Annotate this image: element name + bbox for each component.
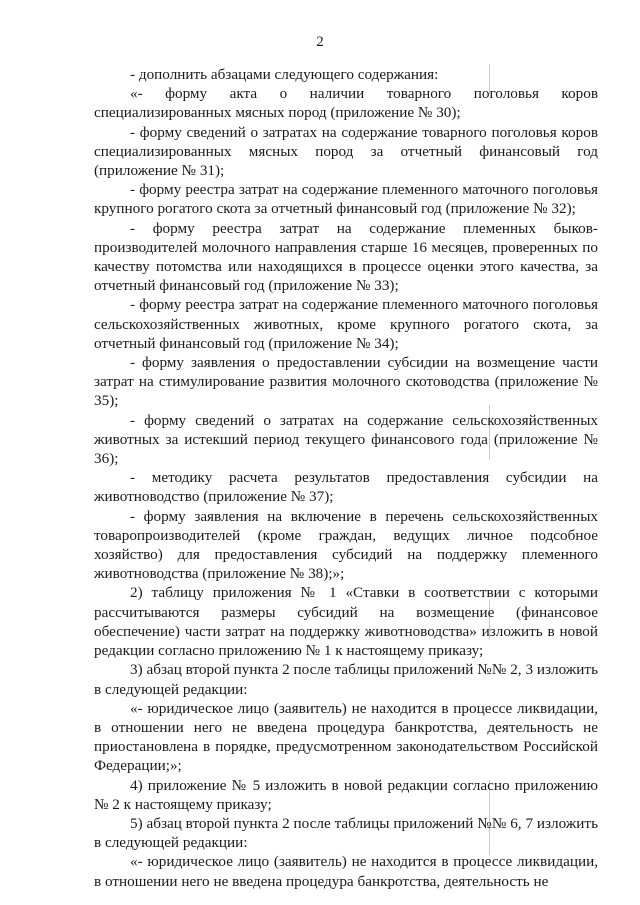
paragraph: - форму заявления о предоставлении субсидии на возмещение части затрат на стимулирование развития молочного скотоводства (приложение № 35); [94, 354, 598, 410]
paragraph: 3) абзац второй пункта 2 после таблицы приложений №№ 2, 3 изложить в следующей редакции: [94, 661, 598, 698]
paragraph: - форму сведений о затратах на содержание сельскохозяйственных животных за истекший период текущего финансового года (приложение № 36); [94, 411, 598, 468]
paragraph: 4) приложение № 5 изложить в новой редакции согласно приложению № 2 к настоящему приказу; [94, 776, 598, 813]
paragraph: - форму сведений о затратах на содержание товарного поголовья коров специализированных мясных пород за отчетный финансовый год (приложение № 31); [94, 123, 598, 180]
document-body [94, 65, 598, 891]
paragraph: - форму реестра затрат на содержание племенных быков-производителей молочного направления старше 16 месяцев, проверенных по качеству потомства или находящихся в процессе оценки этого качества, за отчетный финансовый год (приложение № 33); [94, 219, 598, 295]
paragraph: 5) абзац второй пункта 2 после таблицы приложений №№ 6, 7 изложить в следующей редакции: [94, 814, 598, 852]
paragraph: «- юридическое лицо (заявитель) не находится в процессе ликвидации, в отношении него не введена процедура банкротства, деятельность не [94, 853, 598, 890]
paragraph: - форму заявления на включение в перечень сельскохозяйственных товаропроизводителей (кроме граждан, ведущих личное подсобное хозяйство) для предоставления субсидий на поддержку племенного животноводства (приложение № 38);»; [94, 507, 598, 583]
paragraph: - дополнить абзацами следующего содержания: [130, 66, 439, 83]
page-number: 2 [316, 34, 324, 50]
paragraph: «- юридическое лицо (заявитель) не находится в процессе ликвидации, в отношении него не введена процедура банкротства, деятельность не приостановлена в порядке, предусмотренном законодательством Российской Федерации;»; [94, 699, 598, 775]
paragraph: «- форму акта о наличии товарного поголовья коров специализированных мясных пород (приложение № 30); [94, 85, 598, 122]
paragraph: 2) таблицу приложения № 1 «Ставки в соответствии с которыми рассчитываются размеры субсидий на возмещение (финансовое обеспечение) части затрат на поддержку животноводства» изложить в новой редакции согласно приложению № 1 к настоящему приказу; [94, 584, 598, 660]
paragraph: - методику расчета результатов предоставления субсидии на животноводство (приложение № 37); [94, 469, 598, 506]
paragraph: - форму реестра затрат на содержание племенного маточного поголовья сельскохозяйственных животных, кроме крупного рогатого скота, за отчетный финансовый год (приложение № 34); [94, 296, 598, 352]
paragraph: - форму реестра затрат на содержание племенного маточного поголовья крупного рогатого скота за отчетный финансовый год (приложение № 32); [94, 181, 598, 218]
